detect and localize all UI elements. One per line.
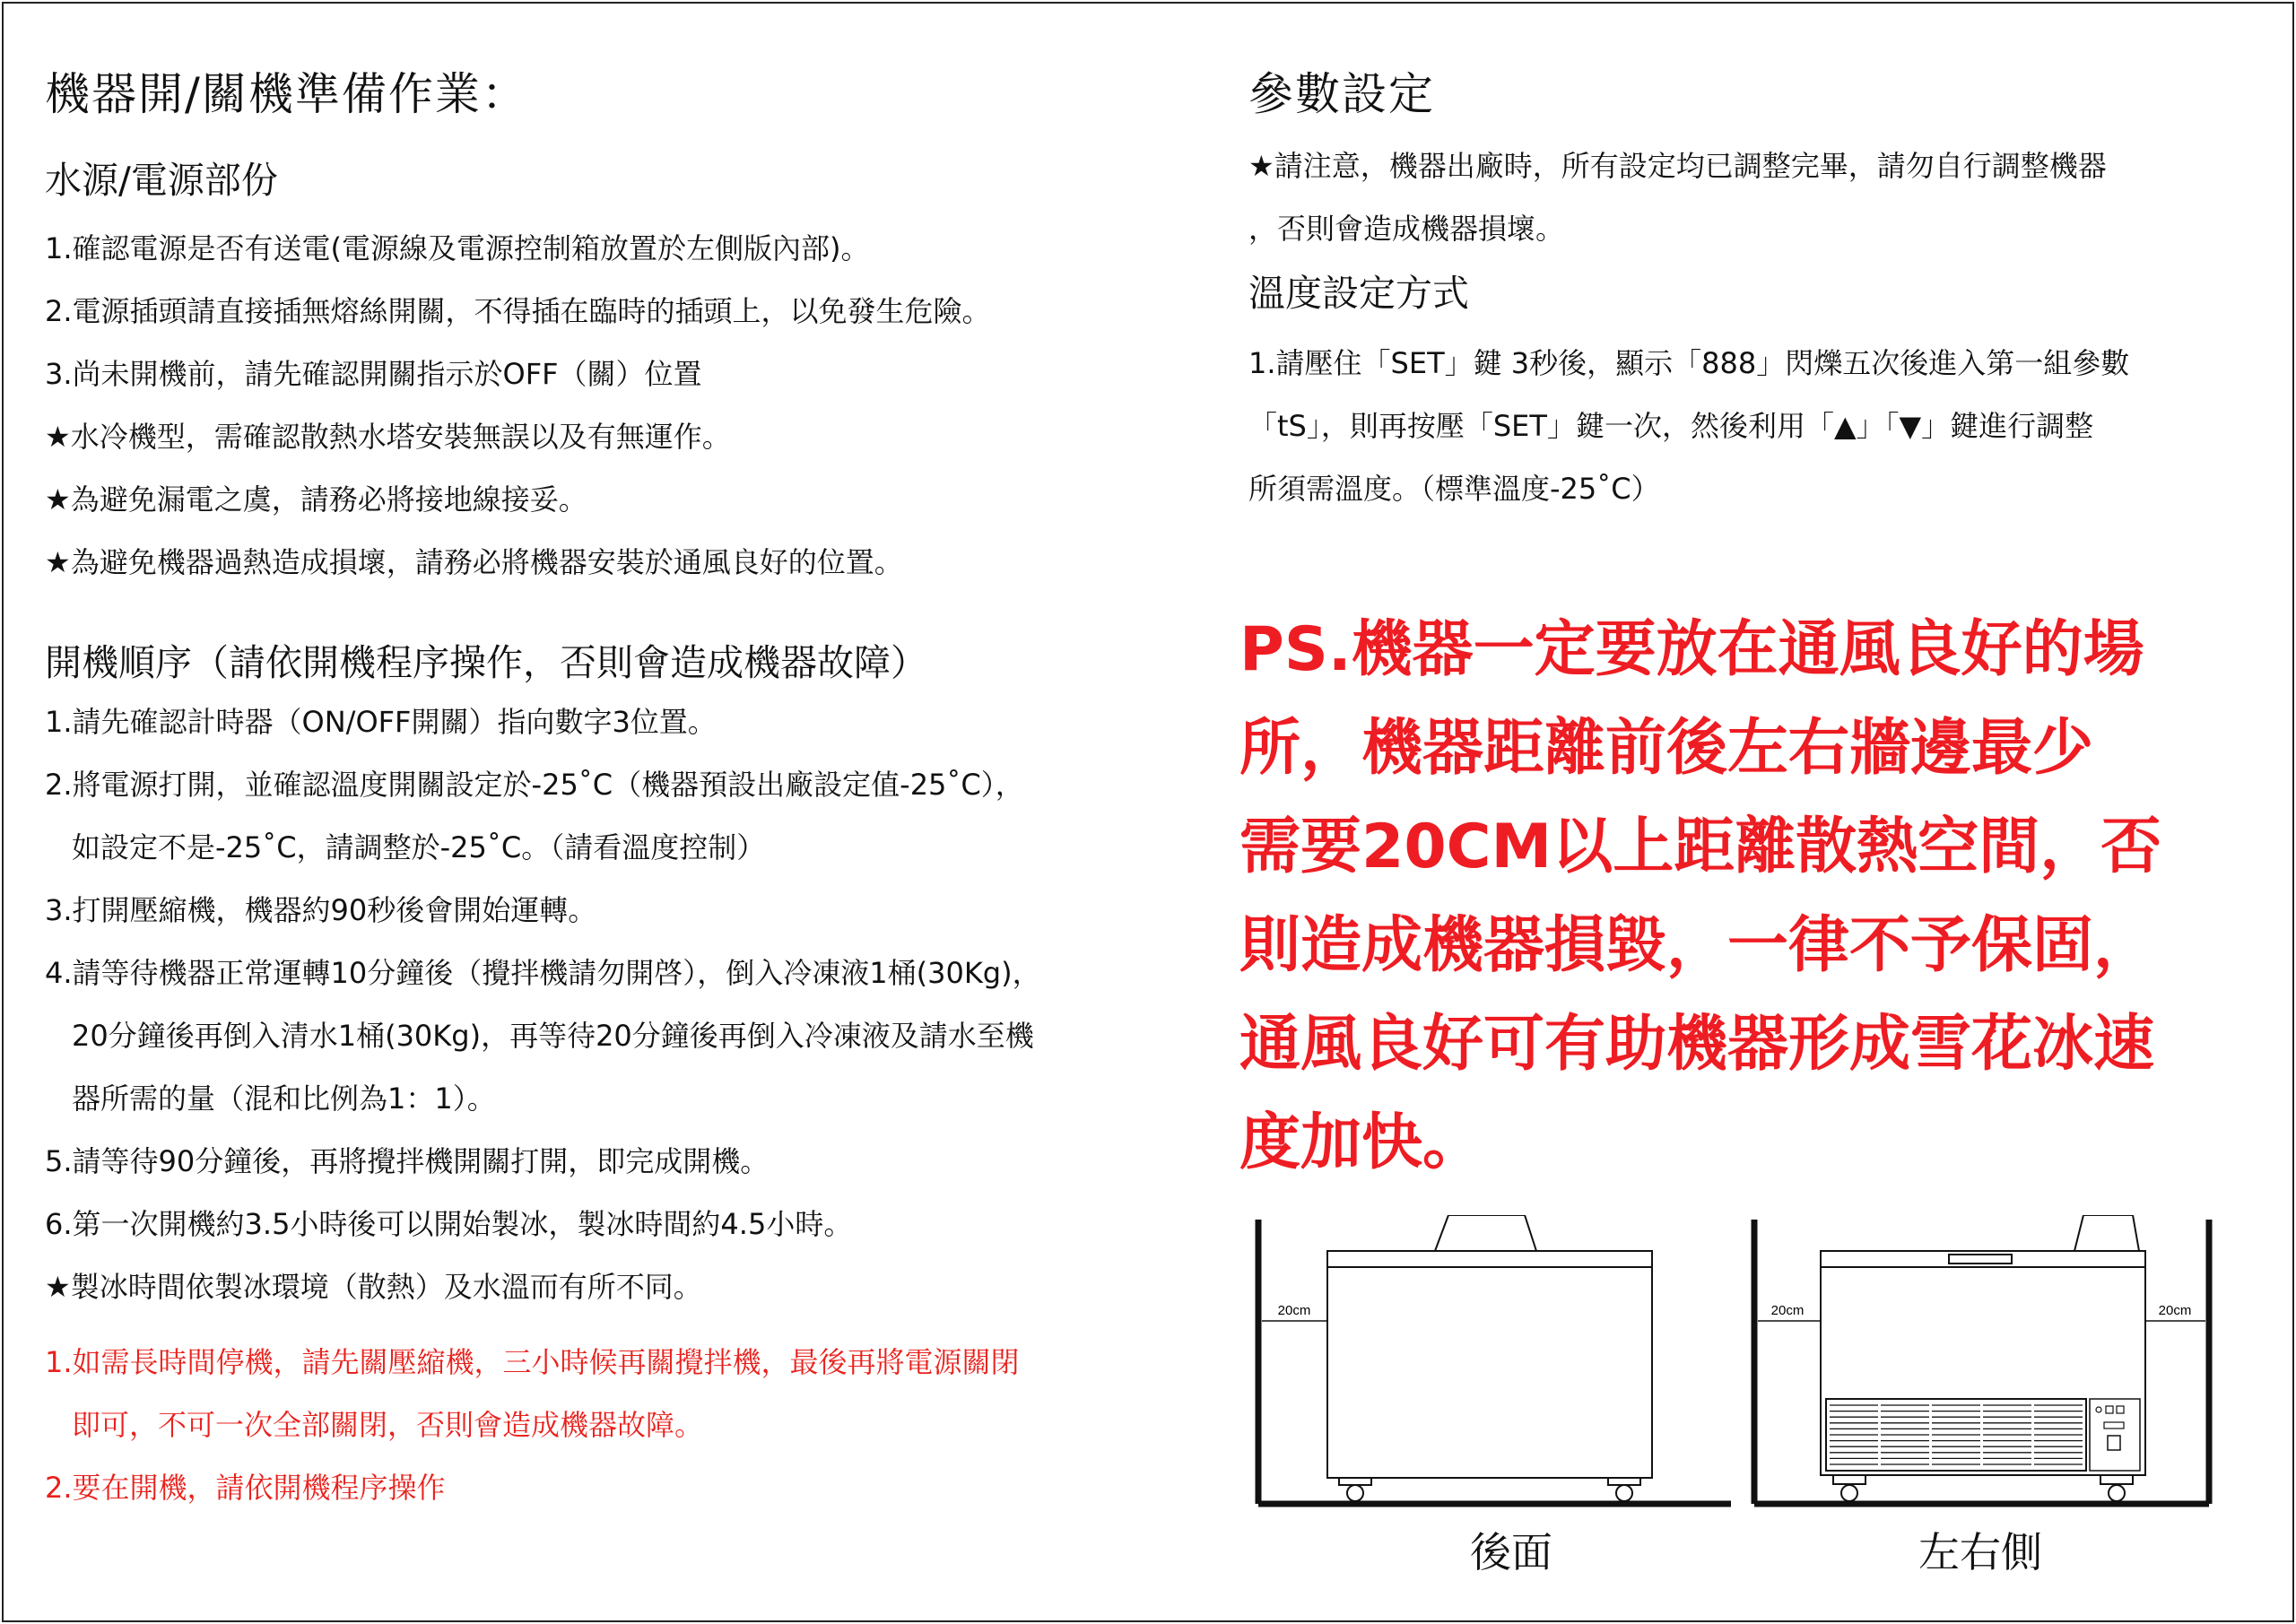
section-startup-title: 開機順序（請依開機程序操作，否則會造成機器故障）	[45, 641, 927, 684]
temp-line: 所須需溫度。（標準溫度-25˚C）	[1248, 472, 1660, 506]
ps-line: 度加快。	[1239, 1107, 1484, 1178]
caster-icon	[1616, 1485, 1632, 1501]
list-item: 如設定不是-25˚C，請調整於-25˚C。（請看溫度控制）	[72, 830, 766, 864]
side-caption: 左右側	[1918, 1528, 2042, 1576]
side-view-drawing	[1747, 1215, 2218, 1511]
list-item: 1.確認電源是否有送電(電源線及電源控制箱放置於左側版內部)。	[45, 231, 870, 265]
caster-icon	[1841, 1485, 1857, 1501]
params-title: 參數設定	[1248, 68, 1435, 120]
list-item: 2.電源插頭請直接插無熔絲開關，不得插在臨時的插頭上，以免發生危險。	[45, 294, 991, 328]
page-title: 機器開/關機準備作業：	[45, 68, 528, 120]
section-power-title: 水源/電源部份	[45, 159, 278, 202]
machine-body	[1327, 1267, 1652, 1478]
temp-line: 「tS」，則再按壓「SET」鍵一次，然後利用「▲」「▼」鍵進行調整	[1248, 409, 2094, 443]
list-item: 3.打開壓縮機，機器約90秒後會開始運轉。	[45, 893, 597, 927]
dimension-label-left: 20cm	[1770, 1303, 1805, 1318]
notice-block	[1248, 135, 2262, 260]
ps-line: 所，機器距離前後左右牆邊最少	[1239, 713, 2094, 784]
machine-top	[1327, 1251, 1652, 1267]
motor-housing	[1435, 1215, 1536, 1251]
motor-housing	[2074, 1215, 2139, 1251]
startup-list	[45, 690, 1211, 1318]
list-item: 器所需的量（混和比例為1：1）。	[72, 1081, 496, 1116]
notice-line: ★請注意，機器出廠時，所有設定均已調整完畢，請勿自行調整機器	[1248, 149, 2107, 183]
temp-setting-title: 溫度設定方式	[1248, 272, 1469, 315]
ps-line: PS.機器一定要放在通風良好的場	[1239, 614, 2144, 685]
warning-item: 即可，不可一次全部關閉，否則會造成機器故障。	[72, 1408, 704, 1442]
warning-list	[45, 1331, 1211, 1519]
ps-warning	[1239, 601, 2271, 1193]
ps-line: 則造成機器損毀，一律不予保固，	[1239, 910, 2155, 981]
switch-icon	[2108, 1436, 2120, 1450]
list-item: ★為避免漏電之虞，請務必將接地線接妥。	[45, 482, 587, 517]
list-item: ★為避免機器過熱造成損壞，請務必將機器安裝於通風良好的位置。	[45, 545, 903, 579]
list-item: 6.第一次開機約3.5小時後可以開始製冰，製冰時間約4.5小時。	[45, 1207, 853, 1241]
temp-line: 1.請壓住「SET」鍵 3秒後，顯示「888」閃爍五次後進入第一組參數	[1248, 346, 2130, 380]
list-item: ★水冷機型，需確認散熱水塔安裝無誤以及有無運作。	[45, 420, 731, 454]
list-item: 20分鐘後再倒入清水1桶(30Kg)，再等待20分鐘後再倒入冷凍液及請水至機	[72, 1019, 1034, 1053]
notice-line: ，否則會造成機器損壞。	[1248, 212, 1565, 246]
list-item: 3.尚未開機前，請先確認開關指示於OFF（關）位置	[45, 357, 702, 391]
right-column	[1248, 54, 2262, 520]
temp-setting-block	[1248, 332, 2262, 520]
back-caption: 後面	[1470, 1528, 1552, 1576]
side-view-diagram	[1747, 1215, 2218, 1576]
caster-icon	[2109, 1485, 2125, 1501]
caster-icon	[1347, 1485, 1363, 1501]
left-column	[45, 54, 1211, 1519]
warning-item: 1.如需長時間停機，請先關壓縮機，三小時候再關攪拌機，最後再將電源關閉	[45, 1345, 1020, 1379]
warning-item: 2.要在開機，請依開機程序操作	[45, 1471, 446, 1505]
ps-line: 通風良好可有助機器形成雪花冰速	[1239, 1009, 2155, 1080]
list-item: 5.請等待90分鐘後，再將攪拌機開關打開，即完成開機。	[45, 1144, 770, 1178]
back-view-drawing	[1251, 1215, 1735, 1511]
list-item: 1.請先確認計時器（ON/OFF開關）指向數字3位置。	[45, 705, 717, 739]
list-item: 2.將電源打開，並確認溫度開關設定於-25˚C（機器預設出廠設定值-25˚C），	[45, 768, 1024, 802]
ps-line: 需要20CM以上距離散熱空間，否	[1239, 812, 2162, 882]
dimension-label: 20cm	[1277, 1303, 1311, 1318]
power-list	[45, 217, 1211, 594]
list-item: ★製冰時間依製冰環境（散熱）及水溫而有所不同。	[45, 1270, 702, 1304]
dimension-label-right: 20cm	[2158, 1303, 2192, 1318]
back-view-diagram	[1251, 1215, 1735, 1576]
list-item: 4.請等待機器正常運轉10分鐘後（攪拌機請勿開啓），倒入冷凍液1桶(30Kg)，	[45, 956, 1041, 990]
